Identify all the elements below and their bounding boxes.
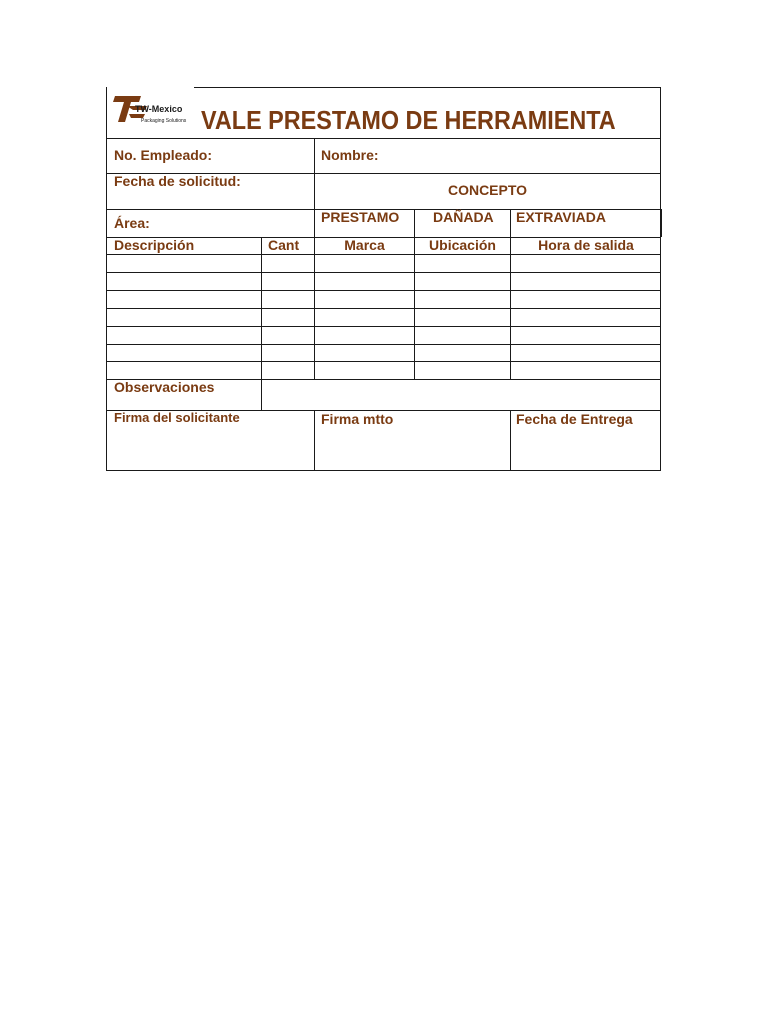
area-label: Área: — [114, 215, 150, 231]
name-label: Nombre: — [321, 147, 379, 163]
company-logo — [111, 92, 191, 132]
logo-tagline: Packaging Solutions — [141, 118, 187, 124]
loan-form — [106, 87, 661, 471]
option-extraviada: EXTRAVIADA — [516, 209, 606, 225]
requester-signature-label: Firma del solicitante — [114, 410, 240, 425]
header-ubicacion: Ubicación — [429, 237, 496, 253]
header-hora-salida: Hora de salida — [538, 237, 634, 253]
form-title: VALE PRESTAMO DE HERRAMIENTA — [201, 105, 616, 135]
observations-label: Observaciones — [114, 379, 215, 395]
tw-mexico-logo-icon — [111, 92, 191, 132]
concepto-heading: CONCEPTO — [447, 182, 528, 198]
logo-name: TW-Mexico — [135, 104, 183, 114]
header-cant: Cant — [268, 237, 300, 253]
delivery-date-label: Fecha de Entrega — [516, 411, 633, 427]
option-prestamo: PRESTAMO — [321, 209, 400, 225]
option-danada: DAÑADA — [433, 209, 494, 225]
employee-no-label: No. Empleado: — [114, 147, 213, 163]
request-date-label: Fecha de solicitud: — [114, 173, 241, 189]
header-marca: Marca — [344, 237, 385, 253]
maintenance-signature-label: Firma mtto — [321, 411, 394, 427]
header-descripcion: Descripción — [114, 237, 195, 253]
